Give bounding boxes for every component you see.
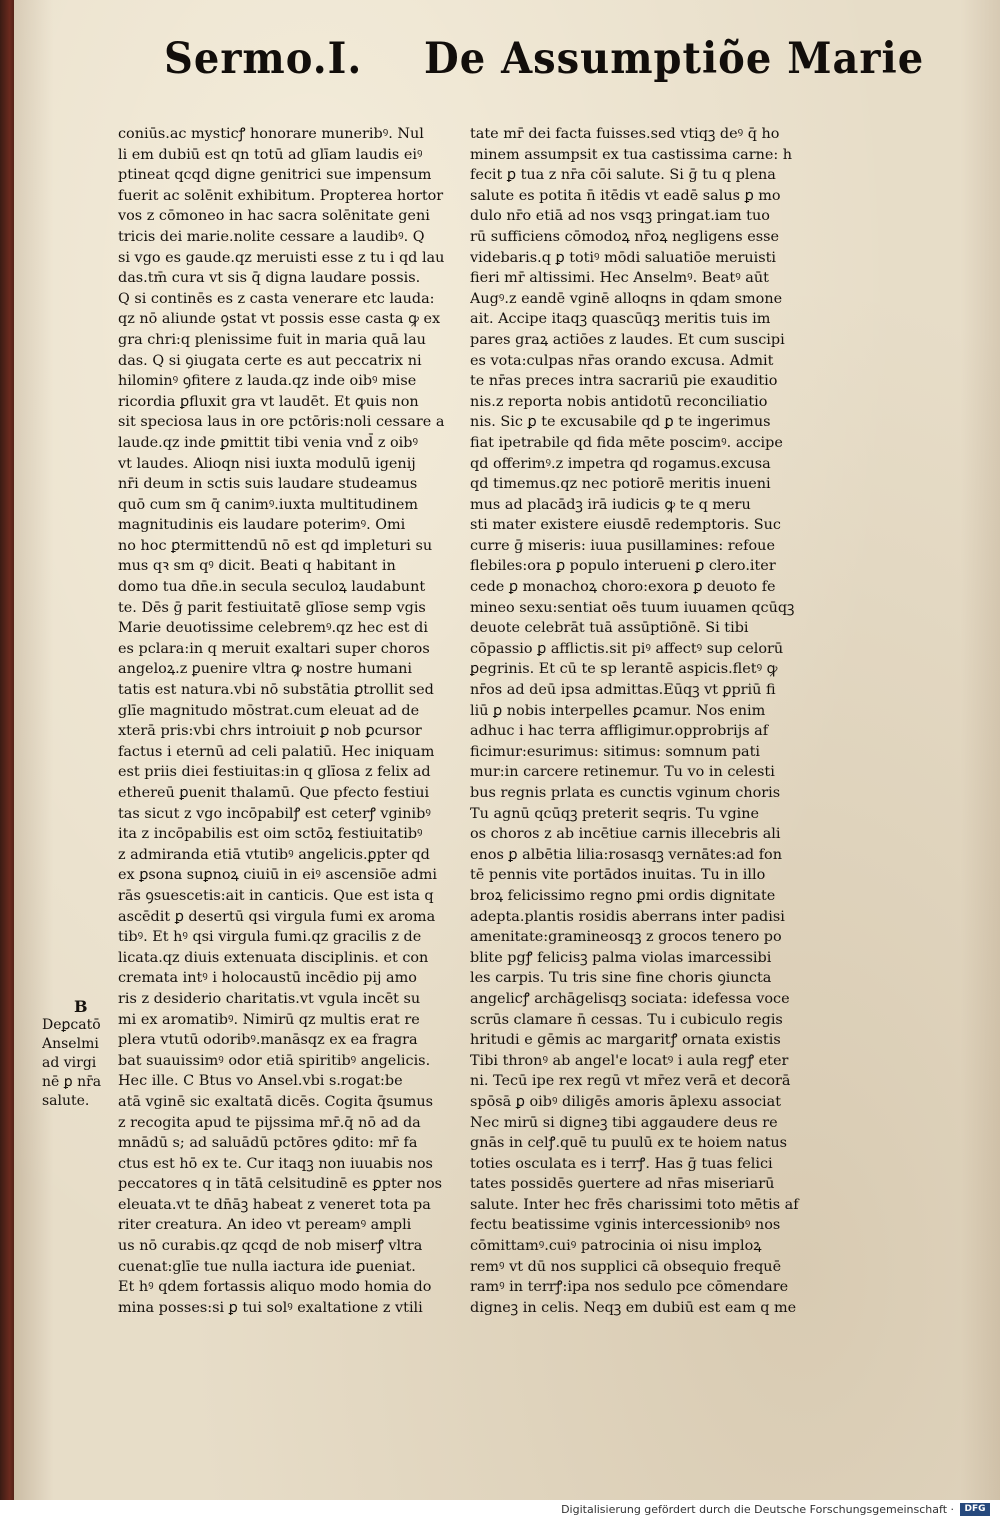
text-line: mus qꝛ sm qꝰ dicit. Beati q habitant in xyxy=(118,558,396,575)
text-line: vt laudes. Alioqn nisi iuxta modulū igenij xyxy=(118,455,416,472)
text-line: videbaris.q ꝑ totiꝰ mōdi saluatiōe meruisti xyxy=(470,249,777,266)
text-line: curre ḡ miseris: iuua pusillamines: refoue xyxy=(470,537,775,554)
text-line: bat suauissimꝰ odor etiā spiritibꝰ angelicis. xyxy=(118,1052,431,1069)
text-line: tates possidēs ꝯuertere ad nr̄as miseriarū xyxy=(470,1176,775,1193)
text-line: Augꝰ.z eandē vginē alloqns in qdam smone xyxy=(470,290,783,307)
text-line: das. Q si ꝯiugata certe es aut peccatrix ni xyxy=(118,352,422,369)
text-line: quō cum sm q̄ canimꝰ.iuxta multitudinem xyxy=(118,496,419,513)
text-line: Hec ille. C Btus vo Ansel.vbi s.rogat:be xyxy=(118,1073,403,1090)
text-line: vos z cōmoneo in hac sacra solēnitate geni xyxy=(118,208,430,225)
text-line: remꝰ vt dū nos supplici cā obsequio frequē xyxy=(470,1258,782,1275)
text-line: blite pgꝭ felicisꝫ palma violas imarcessibi xyxy=(470,949,772,966)
text-line: ctus est hō ex te. Cur itaqꝫ non iuuabis nos xyxy=(118,1155,433,1172)
running-head-left: Sermo.I. xyxy=(164,33,363,84)
text-line: ꝑegrinis. Et cū te sp lerantē aspicis.fletꝰ ꝙ xyxy=(470,661,778,678)
text-line: digneꝫ in celis. Neqꝫ em dubiū est eam q me xyxy=(470,1299,797,1316)
text-line: licata.qz diuis extenuata disciplinis. et con xyxy=(118,949,429,966)
text-line: fecit ꝑ tua z nr̄a cōi salute. Si ḡ tu q plena xyxy=(470,167,776,184)
text-line: atā vginē sic exaltatā dicēs. Cogita q̄sumus xyxy=(118,1093,434,1110)
text-line: cōpassio ꝑ afflictis.sit piꝰ affectꝰ sup celorū xyxy=(470,640,784,657)
text-line: qz nō aliunde ꝯstat vt possis esse casta ꝙ ex xyxy=(118,311,441,328)
text-line: ni. Tecū ipe rex regū vt mr̄ez verā et decorā xyxy=(470,1073,791,1090)
text-line: fieri mr̄ altissimi. Hec Anselmꝰ. Beatꝰ aūt xyxy=(470,270,769,287)
text-line: li em dubiū est qn totū ad glīam laudis eiꝰ xyxy=(118,146,423,163)
text-line: mi ex aromatibꝰ. Nimirū qz multis erat re xyxy=(118,1011,420,1028)
text-line: laude.qz inde ꝑmittit tibi venia vnd̄ z oibꝰ xyxy=(118,434,418,451)
text-line: Tu agnū qcūqꝫ preterit seqris. Tu vgine xyxy=(470,805,760,822)
funding-credit: Digitalisierung gefördert durch die Deutsche Forschungsgemeinschaft · xyxy=(561,1503,954,1516)
text-line: hilominꝰ ꝯfitere z lauda.qz inde oibꝰ mise xyxy=(118,373,417,390)
text-line: te nr̄as preces intra sacrariū pie exauditio xyxy=(470,373,778,390)
text-line: z recogita apud te pijssima mr̄.q̄ nō ad da xyxy=(118,1114,421,1131)
dfg-logo: DFG xyxy=(960,1503,990,1516)
text-line: z admiranda etiā vtutibꝰ angelicis.ꝑpter qd xyxy=(118,846,430,863)
text-line: glīe magnitudo mōstrat.cum eleuat ad de xyxy=(118,702,420,719)
text-line: riter creatura. An ideo vt pereamꝰ ampli xyxy=(118,1217,412,1234)
text-line: amenitate:gramineosqꝫ z grocos tenero po xyxy=(470,929,782,946)
text-line: dulo nr̄o etiā ad nos vsqꝫ pringat.iam tuo xyxy=(470,208,770,225)
text-line: cremata intꝰ i holocaustū incēdio pij amo xyxy=(118,970,417,987)
text-line: cōmittamꝰ.cuiꝰ patrocinia oi nisu imploꝝ xyxy=(470,1238,762,1255)
text-line: ris z desiderio charitatis.vt vgula incēt su xyxy=(118,990,421,1007)
text-line: Et hꝰ qdem fortassis aliquo modo homia do xyxy=(118,1279,432,1296)
digitization-footer xyxy=(0,1500,1000,1520)
text-line: nis.z reporta nobis antidotū reconciliatio xyxy=(470,393,768,410)
text-line: rū sufficiens cōmodoꝝ nr̄oꝝ negligens esse xyxy=(470,228,780,245)
text-line: ait. Accipe itaqꝫ quascūqꝫ meritis tuis im xyxy=(470,311,771,328)
text-line: mur:in carcere retinemur. Tu vo in celesti xyxy=(470,764,775,781)
text-line: salute. Inter hec frēs charissimi toto mētis af xyxy=(470,1196,799,1213)
text-line: ptineat qcqd digne genitrici sue impensum xyxy=(118,167,432,184)
text-line: gra chri:q plenissime fuit in maria quā lau xyxy=(118,331,426,348)
text-line: nis. Sic ꝑ te excusabile qd ꝑ te ingerimus xyxy=(470,414,771,431)
text-line: deuote celebrāt tuā assūptiōnē. Si tibi xyxy=(470,620,749,637)
margin-note-line: Deꝑcatō xyxy=(42,1017,101,1033)
text-line: Marie deuotissime celebremꝰ.qz hec est di xyxy=(118,620,428,637)
text-line: mus ad placādꝫ irā iudicis ꝙ te q meru xyxy=(470,496,751,513)
text-line: os choros z ab incētiue carnis illecebris ali xyxy=(470,826,781,843)
text-line: salute es potita n̄ itēdis vt eadē salus ꝑ mo xyxy=(470,187,781,204)
text-line: peccatores q in tātā celsitudinē es ꝑpter nos xyxy=(118,1176,443,1193)
text-line: enos ꝑ albētia lilia:rosasqꝫ vernātes:ad fon xyxy=(470,846,782,863)
text-line: magnitudinis eis laudare poterimꝰ. Omi xyxy=(118,517,406,534)
text-line: gnās in celꝭ.quē tu puulū ex te hoiem natus xyxy=(470,1135,788,1152)
text-line: nr̄os ad deū ipsa admittas.Eūqꝫ vt ꝑpriū fi xyxy=(470,682,776,699)
text-line: no hoc ꝑtermittendū nō est qd impleturi su xyxy=(118,537,433,554)
text-line: spōsā ꝑ oibꝰ diligēs amoris āplexu associat xyxy=(470,1093,782,1110)
text-line: fectu beatissime vginis intercessionibꝰ nos xyxy=(470,1217,781,1234)
margin-note-line: nē ꝑ nr̄a xyxy=(42,1074,102,1090)
text-line: Q si continēs es z casta venerare etc lauda: xyxy=(118,290,435,307)
margin-letter: B xyxy=(74,997,88,1016)
text-line: angeloꝝ.z ꝑuenire vltra ꝙ nostre humani xyxy=(118,661,412,678)
text-line: fiat ipetrabile qd fida mēte poscimꝰ. accipe xyxy=(470,434,783,451)
text-line: coniūs.ac mysticꝭ honorare muneribꝰ. Nul xyxy=(118,126,424,142)
text-line: ramꝰ in terrꝭ:ipa nos sedulo pce cōmendare xyxy=(470,1279,789,1296)
margin-note-line: salute. xyxy=(42,1093,90,1109)
text-line: tibꝰ. Et hꝰ qsi virgula fumi.qz gracilis z de xyxy=(118,929,422,946)
text-line: ricordia ꝑfluxit gra vt laudēt. Et ꝙuis non xyxy=(118,393,419,410)
text-line: plera vtutū odoribꝰ.manāsqz ex ea fragra xyxy=(118,1032,418,1049)
text-line: mina posses:si ꝑ tui solꝰ exaltatione z vtili xyxy=(118,1299,423,1316)
text-line: fuerit ac solēnit exhibitum. Propterea hortor xyxy=(118,187,444,204)
text-line: les carpis. Tu tris sine fine choris ꝯiuncta xyxy=(470,970,772,987)
text-line: rās ꝯsuescetis:ait in canticis. Que est ista q xyxy=(118,887,434,904)
text-line: tas sicut z vgo incōpabilꝭ est ceterꝭ vginibꝰ xyxy=(118,805,431,822)
text-line: ita z incōpabilis est oim sctōꝝ festiuitatibꝰ xyxy=(118,826,423,843)
margin-note-line: ad virgi xyxy=(42,1055,97,1071)
book-page xyxy=(14,0,1000,1500)
text-line: us nō curabis.qz qcqd de nob miserꝭ vltra xyxy=(118,1238,423,1255)
text-line: tate mr̄ dei facta fuisses.sed vtiqꝫ deꝰ q̄ ho xyxy=(470,126,780,142)
right-text-column xyxy=(470,124,820,1318)
text-line: factus i eternū ad celi palatiū. Hec iniquam xyxy=(118,743,435,760)
text-line: sit speciosa laus in ore pctōris:noli cessare a xyxy=(118,414,445,431)
text-line: mnādū s; ad saluādū pctōres ꝯdito: mr̄ fa xyxy=(118,1135,418,1152)
text-line: tatis est natura.vbi nō substātia ꝑtrollit sed xyxy=(118,682,434,699)
text-line: Tibi thronꝰ ab angel'e locatꝰ i aula regꝭ eter xyxy=(470,1052,789,1069)
text-line: ficimur:esurimus: sitimus: somnum pati xyxy=(470,743,760,760)
text-line: flebiles:ora ꝑ populo interueni ꝑ clero.iter xyxy=(470,558,776,575)
text-line: adepta.plantis rosidis aberrans inter padisi xyxy=(470,908,785,925)
text-line: ascēdit ꝑ desertū qsi virgula fumi ex aroma xyxy=(118,908,436,925)
text-line: xterā pris:vbi chrs introiuit ꝑ nob ꝑcursor xyxy=(118,723,422,740)
text-line: ex ꝑsona suꝑnoꝝ ciuiū in eiꝰ ascensiōe admi xyxy=(118,867,438,884)
text-line: mineo sexu:sentiat oēs tuum iuuamen qcūqꝫ xyxy=(470,599,795,616)
text-line: tē pennis vite portādos inuitas. Tu in illo xyxy=(470,867,766,884)
text-line: es pclara:in q meruit exaltari super choros xyxy=(118,640,430,657)
text-line: minem assumpsit ex tua castissima carne: h xyxy=(470,146,793,163)
text-line: bus regnis prlata es cunctis vginum choris xyxy=(470,785,781,801)
text-line: liū ꝑ nobis interpelles ꝑcamur. Nos enim xyxy=(470,702,766,719)
text-line: cuenat:glīe tue nulla iactura ide ꝑueniat. xyxy=(118,1258,416,1275)
text-line: si vgo es gaude.qz meruisti esse z tu i qd lau xyxy=(118,249,445,266)
text-line: angelicꝭ archāgelisqꝫ sociata: idefessa voce xyxy=(470,990,790,1007)
text-line: domo tua dn̄e.in secula seculoꝝ laudabunt xyxy=(118,579,426,596)
text-line: es vota:culpas nr̄as orando excusa. Admit xyxy=(470,352,774,369)
text-line: sti mater existere eiusdē redemptoris. Suc xyxy=(470,517,781,534)
text-line: scrūs clamare n̄ cessas. Tu i cubiculo regis xyxy=(470,1011,783,1028)
text-line: toties osculata es i terrꝭ. Has ḡ tuas felici xyxy=(470,1155,773,1172)
text-line: adhuc i hac terra affligimur.opprobrijs af xyxy=(470,723,769,740)
text-line: qd offerimꝰ.z impetra qd rogamus.excusa xyxy=(470,455,771,472)
text-line: nr̄i deum in sctis suis laudare studeamus xyxy=(118,476,418,493)
left-text-column xyxy=(118,124,454,1318)
margin-note-line: Anselmi xyxy=(42,1036,99,1052)
text-line: pares graꝝ actiōes z laudes. Et cum suscipi xyxy=(470,331,785,348)
text-line: eleuata.vt te dn̄āꝫ habeat z veneret tota pa xyxy=(118,1196,431,1213)
text-line: qd timemus.qz nec potiorē meritis inueni xyxy=(470,476,771,493)
text-line: est priis diei festiuitas:in q glīosa z felix ad xyxy=(118,764,431,781)
text-line: das.tm̄ cura vt sis q̄ digna laudare possis. xyxy=(118,270,421,287)
text-line: hritudi e gēmis ac margaritꝭ ornata existis xyxy=(470,1032,781,1049)
running-head-right: De Assumptiõe Marie xyxy=(424,33,925,84)
text-line: broꝝ felicissimo regno ꝑmi ordis dignitate xyxy=(470,887,776,904)
text-line: Nec mirū si digneꝫ tibi aggaudere deus re xyxy=(470,1114,778,1131)
text-line: cede ꝑ monachoꝝ choro:exora ꝑ deuoto fe xyxy=(470,579,776,596)
text-line: tricis dei marie.nolite cessare a laudibꝰ. Q xyxy=(118,228,425,245)
text-line: ethereū ꝑuenit thalamū. Que pfecto festiui xyxy=(118,785,430,801)
text-line: te. Dēs ḡ parit festiuitatē glīose semp vgis xyxy=(118,599,426,616)
margin-note xyxy=(42,997,116,1111)
